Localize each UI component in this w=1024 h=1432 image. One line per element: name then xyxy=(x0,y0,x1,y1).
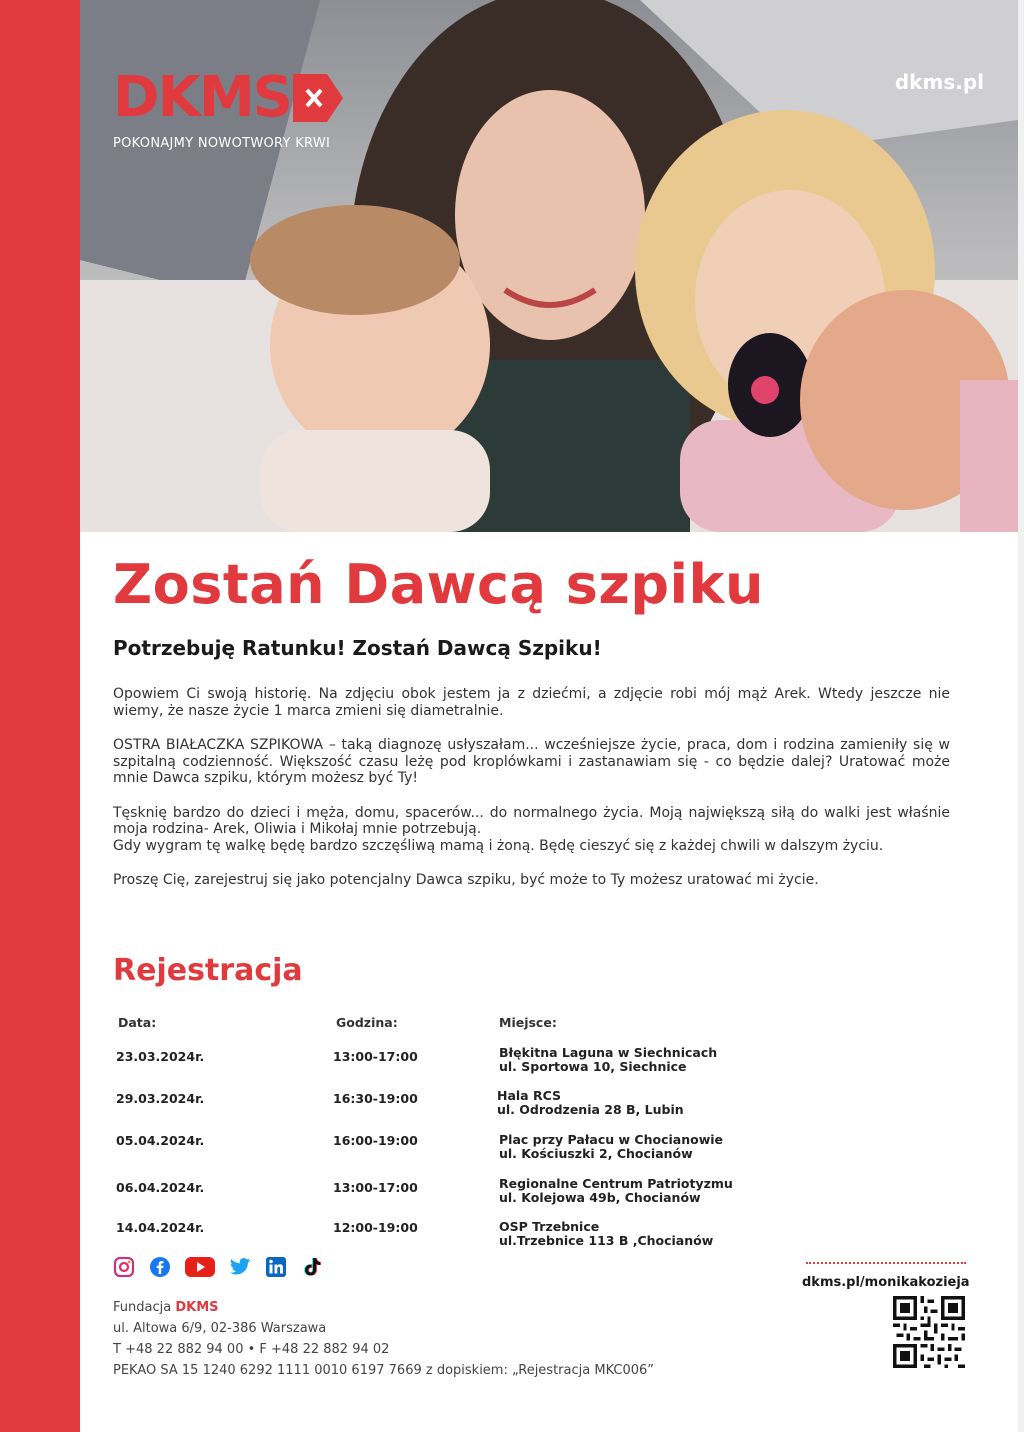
header-date: Data: xyxy=(118,1015,157,1030)
place-name: Błękitna Laguna w Siechnicach xyxy=(499,1045,718,1060)
paragraph: Proszę Cię, zarejestruj się jako potencjalny Dawca szpiku, być może to Ty możesz uratować mi życie. xyxy=(113,872,819,888)
org-name: DKMS xyxy=(175,1300,219,1315)
place-address: ul. Kolejowa 49b, Chocianów xyxy=(499,1190,701,1205)
paragraph: Opowiem Ci swoją historię. Na zdjęciu obok jestem ja z dziećmi, a zdjęcie robi mój mąż Arek. Wtedy jeszcze nie wiemy, że nasze życie 1 marca zmieni się diametralnie. xyxy=(113,686,950,719)
linkedin-icon[interactable] xyxy=(265,1256,287,1278)
logo-tagline: POKONAJMY NOWOTWORY KRWI xyxy=(113,136,331,151)
row-date: 14.04.2024r. xyxy=(116,1220,205,1235)
footer-contact xyxy=(113,1297,654,1381)
site-url[interactable]: dkms.pl xyxy=(894,70,984,94)
row-date: 23.03.2024r. xyxy=(116,1049,205,1064)
row-place xyxy=(499,1177,733,1205)
page-title: Zostań Dawcą szpiku xyxy=(113,553,764,616)
place-address: ul. Odrodzenia 28 B, Lubin xyxy=(497,1102,684,1117)
footer-bank: PEKAO SA 15 1240 6292 1111 0010 6197 7669 z dopiskiem: „Rejestracja MKC006” xyxy=(113,1363,655,1378)
qr-code-icon[interactable] xyxy=(893,1296,965,1368)
place-address: ul. Sportowa 10, Siechnice xyxy=(499,1059,687,1074)
paragraph-line: Gdy wygram tę walkę będę bardzo szczęśliwą mamą i żoną. Będę cieszyć się z każdej chwili w dalszym życiu. xyxy=(113,837,884,854)
place-name: Regionalne Centrum Patriotyzmu xyxy=(499,1176,733,1191)
paragraph xyxy=(113,805,950,855)
row-place xyxy=(499,1046,717,1074)
dotted-divider xyxy=(806,1262,966,1264)
place-name: OSP Trzebnice xyxy=(499,1219,600,1234)
footer-address: ul. Altowa 6/9, 02-386 Warszawa xyxy=(113,1321,327,1336)
place-name: Plac przy Pałacu w Chocianowie xyxy=(499,1132,724,1147)
footer-org xyxy=(113,1297,654,1318)
place-address: ul.Trzebnice 113 B ,Chocianów xyxy=(499,1233,714,1248)
row-date: 29.03.2024r. xyxy=(116,1091,205,1106)
org-prefix: Fundacja xyxy=(113,1300,172,1315)
left-red-bar xyxy=(0,0,80,1432)
page-subtitle: Potrzebuję Ratunku! Zostań Dawcą Szpiku! xyxy=(113,636,602,660)
registration-title: Rejestracja xyxy=(113,953,303,988)
facebook-icon[interactable] xyxy=(149,1256,171,1278)
row-place xyxy=(499,1133,723,1161)
header-time: Godzina: xyxy=(336,1015,398,1030)
logo-arrow-icon xyxy=(293,74,343,122)
row-place xyxy=(497,1089,684,1117)
youtube-icon[interactable] xyxy=(185,1256,215,1278)
place-name: Hala RCS xyxy=(497,1088,562,1103)
instagram-icon[interactable] xyxy=(113,1256,135,1278)
page-edge xyxy=(1018,0,1024,1432)
row-date: 05.04.2024r. xyxy=(116,1133,205,1148)
row-time: 12:00-19:00 xyxy=(333,1220,418,1235)
twitter-icon[interactable] xyxy=(229,1256,251,1278)
footer-phone: T +48 22 882 94 00 • F +48 22 882 94 02 xyxy=(113,1342,390,1357)
row-time: 16:00-19:00 xyxy=(333,1133,418,1148)
row-time: 13:00-17:00 xyxy=(333,1180,418,1195)
place-address: ul. Kościuszki 2, Chocianów xyxy=(499,1146,693,1161)
header-place: Miejsce: xyxy=(499,1015,557,1030)
story-text xyxy=(113,686,950,907)
row-place xyxy=(499,1220,713,1248)
social-icons xyxy=(113,1256,323,1278)
dkms-logo xyxy=(113,65,343,151)
row-time: 13:00-17:00 xyxy=(333,1049,418,1064)
campaign-url[interactable]: dkms.pl/monikakozieja xyxy=(802,1275,970,1290)
row-date: 06.04.2024r. xyxy=(116,1180,205,1195)
logo-text: DKMS xyxy=(113,65,291,130)
tiktok-icon[interactable] xyxy=(301,1256,323,1278)
paragraph: OSTRA BIAŁACZKA SZPIKOWA – taką diagnozę usłyszałam... wcześniejsze życie, praca, dom i rodzina zamieniły się w szpitalną codzienność. Większość czasu leżę pod kroplówkami i zastanawiam się - co będzie dalej? Uratować może mnie Dawca szpiku, którym możesz być Ty! xyxy=(113,737,950,786)
paragraph-line: Tęsknię bardzo do dzieci i męża, domu, spacerów... do normalnego życia. Moją największą siłą do walki jest właśnie moja rodzina- Arek, Oliwia i Mikołaj mnie potrzebują. xyxy=(113,804,950,837)
row-time: 16:30-19:00 xyxy=(333,1091,418,1106)
